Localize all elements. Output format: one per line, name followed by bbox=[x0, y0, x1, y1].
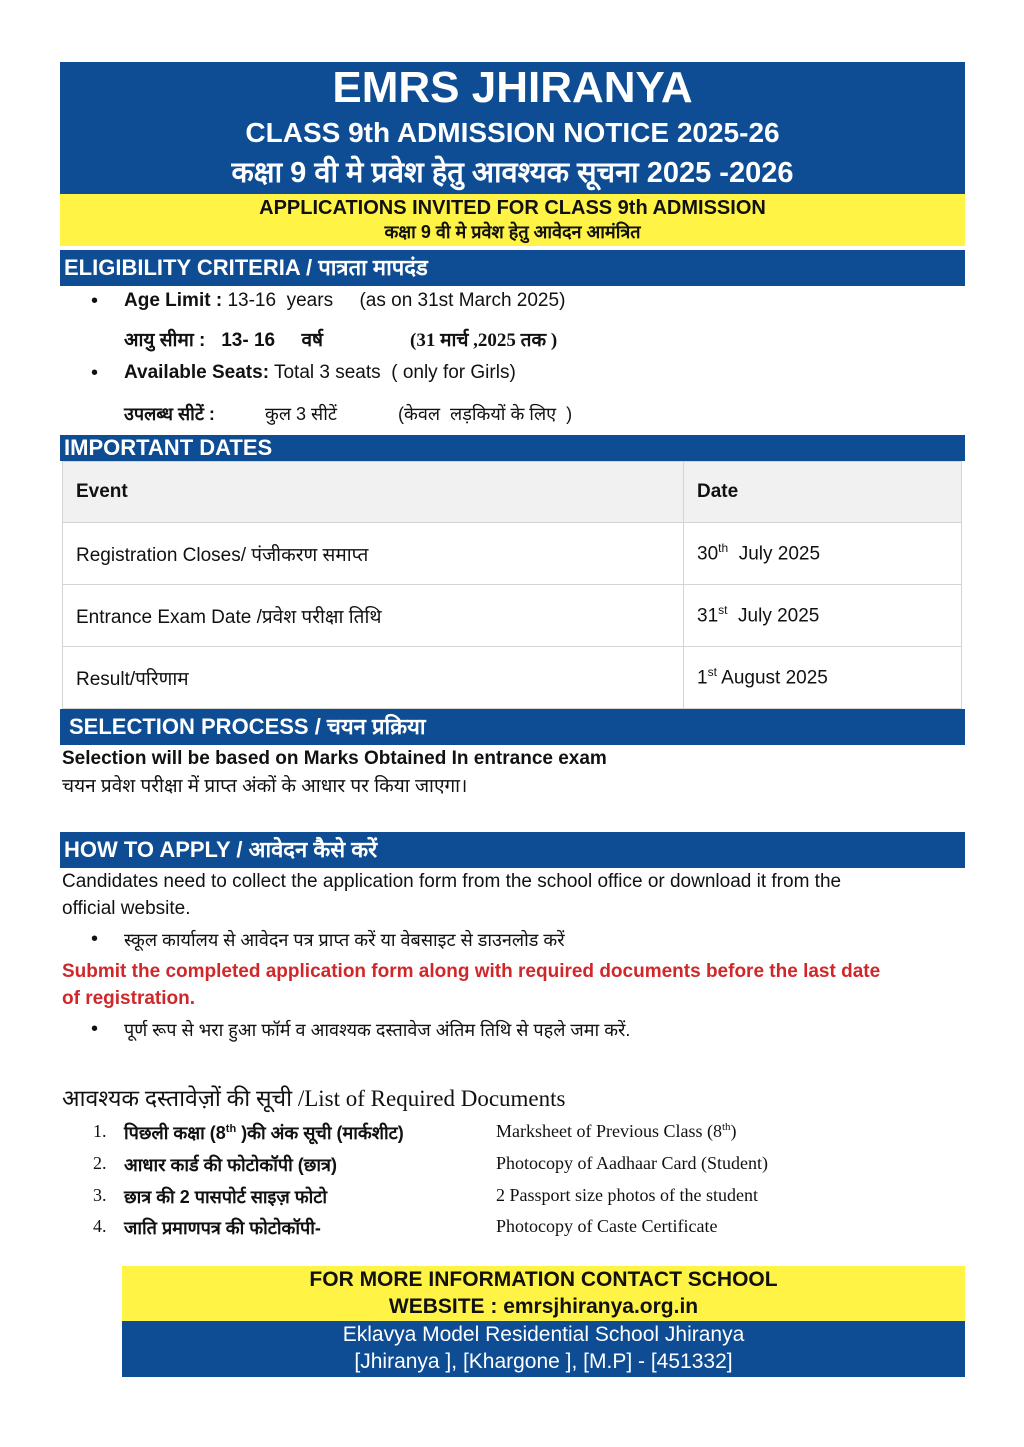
doc-en: Photocopy of Caste Certificate bbox=[496, 1216, 718, 1236]
table-header-row bbox=[63, 462, 962, 523]
school-address-banner bbox=[122, 1321, 965, 1377]
invite-en: APPLICATIONS INVITED FOR CLASS 9th ADMISSION bbox=[259, 197, 766, 219]
age-label: Age Limit : bbox=[124, 290, 223, 311]
age-limit bbox=[124, 290, 565, 312]
age-hi-value: 13- 16 वर्ष bbox=[205, 330, 324, 351]
apply-red-2: of registration. bbox=[62, 988, 196, 1009]
age-hi-date: (31 मार्च ,2025 तक ) bbox=[410, 330, 558, 351]
doc-en: Marksheet of Previous Class (8th) bbox=[496, 1121, 737, 1141]
selection-hi: चयन प्रवेश परीक्षा में प्राप्त अंकों के आधार पर किया जाएगा। bbox=[62, 776, 468, 797]
col-event: Event bbox=[63, 462, 684, 523]
doc-en: 2 Passport size photos of the student bbox=[496, 1185, 758, 1205]
doc-number: 2. bbox=[93, 1153, 107, 1173]
event-cell: Registration Closes/ पंजीकरण समाप्त bbox=[63, 523, 684, 585]
documents-heading: आवश्यक दस्तावेज़ों की सूची /List of Required Documents bbox=[62, 1086, 566, 1111]
apply-bullet-2: पूर्ण रूप से भरा हुआ फॉर्म व आवश्यक दस्तावेज अंतिम तिथि से पहले जमा करें. bbox=[124, 1020, 631, 1040]
doc-hi: पिछली कक्षा (8th )की अंक सूची (मार्कशीट) bbox=[124, 1123, 404, 1143]
seats-hi-label: उपलब्ध सीटें : bbox=[124, 404, 215, 424]
school-title: EMRS JHIRANYA bbox=[60, 62, 965, 114]
apply-line-2: official website. bbox=[62, 898, 191, 919]
date-cell: 31st July 2025 bbox=[684, 585, 962, 647]
website-text: WEBSITE : emrsjhiranya.org.in bbox=[388, 1295, 699, 1318]
selection-en: Selection will be based on Marks Obtained In entrance exam bbox=[62, 748, 607, 769]
school-name: Eklavya Model Residential School Jhiranya bbox=[342, 1323, 745, 1346]
bullet-icon: • bbox=[91, 290, 99, 312]
dates-heading: IMPORTANT DATES bbox=[60, 435, 965, 461]
seats-hi-value: कुल 3 सीटें bbox=[265, 404, 337, 424]
event-cell: Entrance Exam Date /प्रवेश परीक्षा तिथि bbox=[63, 585, 684, 647]
doc-en: Photocopy of Aadhaar Card (Student) bbox=[496, 1153, 768, 1173]
doc-number: 4. bbox=[93, 1216, 107, 1236]
seats-value: Total 3 seats ( only for Girls) bbox=[269, 362, 516, 383]
age-hi-label: आयु सीमा : bbox=[124, 330, 206, 351]
contact-text: FOR MORE INFORMATION CONTACT SCHOOL bbox=[309, 1268, 778, 1291]
school-address: [Jhiranya ], [Khargone ], [M.P] - [451332] bbox=[354, 1350, 733, 1373]
doc-number: 1. bbox=[93, 1121, 107, 1141]
col-date: Date bbox=[684, 462, 962, 523]
bullet-icon: • bbox=[91, 928, 99, 950]
doc-hi: जाति प्रमाणपत्र की फोटोकॉपी- bbox=[124, 1218, 321, 1238]
doc-hi: आधार कार्ड की फोटोकॉपी (छात्र) bbox=[124, 1155, 337, 1175]
bullet-icon: • bbox=[91, 1018, 99, 1040]
contact-banner bbox=[122, 1266, 965, 1321]
bullet-icon: • bbox=[91, 362, 99, 384]
apply-red-1: Submit the completed application form along with required documents before the last date bbox=[62, 961, 881, 982]
available-seats bbox=[124, 362, 516, 384]
selection-heading: SELECTION PROCESS / चयन प्रक्रिया bbox=[60, 709, 965, 745]
invite-banner bbox=[60, 194, 965, 246]
seats-label: Available Seats: bbox=[124, 362, 270, 383]
age-limit-hi bbox=[124, 326, 323, 352]
notice-title-hi: कक्षा 9 वी मे प्रवेश हेतु आवश्यक सूचना 2025 -2026 bbox=[60, 152, 965, 194]
notice-title-en: CLASS 9th ADMISSION NOTICE 2025-26 bbox=[60, 114, 965, 152]
table-row bbox=[63, 523, 962, 585]
age-value: 13-16 years (as on 31st March 2025) bbox=[222, 290, 566, 311]
date-cell: 30th July 2025 bbox=[684, 523, 962, 585]
invite-hi: कक्षा 9 वी मे प्रवेश हेतु आवेदन आमंत्रित bbox=[384, 222, 641, 242]
apply-heading: HOW TO APPLY / आवेदन कैसे करें bbox=[60, 832, 965, 868]
seats-hi-note: (केवल लड़कियों के लिए ) bbox=[398, 404, 573, 424]
apply-line-1: Candidates need to collect the application form from the school office or download it from the bbox=[62, 871, 842, 892]
eligibility-heading: ELIGIBILITY CRITERIA / पात्रता मापदंड bbox=[60, 250, 965, 286]
dates-table bbox=[62, 461, 962, 709]
date-cell: 1st August 2025 bbox=[684, 647, 962, 709]
apply-bullet-1: स्कूल कार्यालय से आवेदन पत्र प्राप्त करें या वेबसाइट से डाउनलोड करें bbox=[124, 930, 565, 950]
doc-hi: छात्र की 2 पासपोर्ट साइज़ फोटो bbox=[124, 1187, 328, 1207]
table-row bbox=[63, 585, 962, 647]
doc-number: 3. bbox=[93, 1185, 107, 1205]
table-row bbox=[63, 647, 962, 709]
event-cell: Result/परिणाम bbox=[63, 647, 684, 709]
